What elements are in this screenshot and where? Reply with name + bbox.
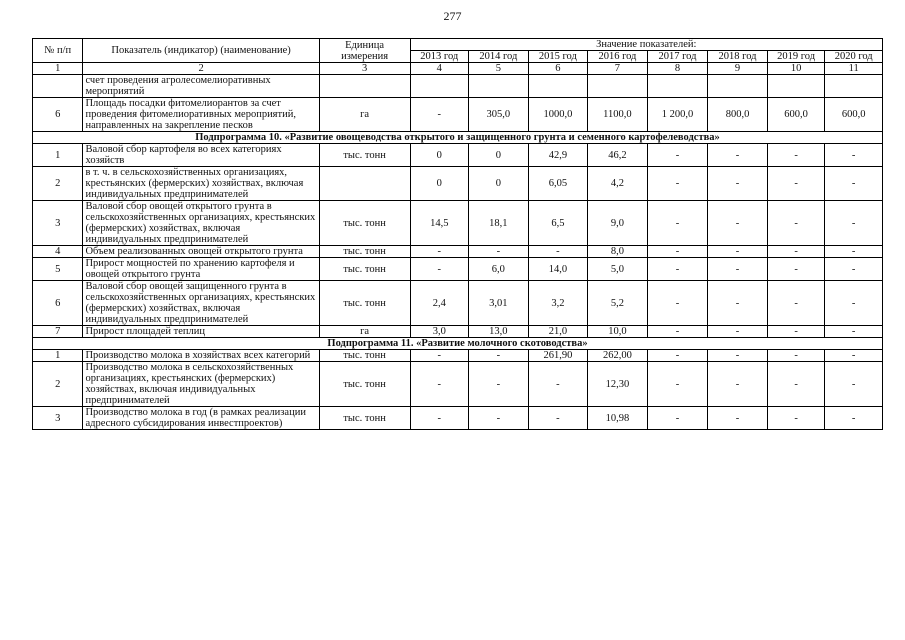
value-cell: - <box>410 246 469 258</box>
column-numbers-row <box>33 63 883 75</box>
value-cell: - <box>528 246 588 258</box>
row-number: 2 <box>33 362 83 407</box>
indicators-table <box>32 38 883 430</box>
year-header: 2020 год <box>825 51 883 63</box>
value-cell: - <box>647 246 708 258</box>
value-cell: - <box>528 407 588 430</box>
year-header: 2019 год <box>767 51 825 63</box>
column-number: 1 <box>33 63 83 75</box>
value-cell: - <box>825 246 883 258</box>
indicator-name: Прирост площадей теплиц <box>83 326 319 338</box>
unit-header: Единица измерения <box>319 39 410 63</box>
table-row <box>33 350 883 362</box>
value-cell: - <box>410 407 469 430</box>
table-row <box>33 326 883 338</box>
value-cell: - <box>708 144 768 167</box>
value-cell: 3,01 <box>469 281 529 326</box>
value-cell: 800,0 <box>708 98 768 132</box>
num-header: № п/п <box>33 39 83 63</box>
value-cell: 0 <box>410 167 469 201</box>
table-row <box>33 167 883 201</box>
value-cell: - <box>647 407 708 430</box>
indicator-name: счет проведения агролесомелиоративных мероприятий <box>83 75 319 98</box>
value-cell: - <box>647 350 708 362</box>
year-header: 2014 год <box>469 51 529 63</box>
unit-cell: тыс. тонн <box>319 144 410 167</box>
value-cell: 4,2 <box>588 167 648 201</box>
unit-cell: тыс. тонн <box>319 258 410 281</box>
value-cell: - <box>410 98 469 132</box>
value-cell: 8,0 <box>588 246 648 258</box>
row-number: 4 <box>33 246 83 258</box>
indicator-name: Валовой сбор овощей открытого грунта в сельскохозяйственных организациях, крестьянских (фермерских) хозяйствах, включая индивидуальных предпринимателей <box>83 201 319 246</box>
value-cell: - <box>767 362 825 407</box>
value-cell: - <box>767 258 825 281</box>
section-heading: Подпрограмма 11. «Развитие молочного скотоводства» <box>33 338 883 350</box>
value-cell: - <box>708 167 768 201</box>
indicator-name: Производство молока в хозяйствах всех категорий <box>83 350 319 362</box>
table-row <box>33 362 883 407</box>
value-cell: 0 <box>469 167 529 201</box>
page-number: 277 <box>443 9 462 23</box>
row-number: 7 <box>33 326 83 338</box>
unit-cell: тыс. тонн <box>319 350 410 362</box>
value-cell: 10,0 <box>588 326 648 338</box>
indicator-name: Производство молока в год (в рамках реализации адресного субсидирования инвестпроектов) <box>83 407 319 430</box>
indicator-name: Валовой сбор овощей защищенного грунта в сельскохозяйственных организациях, крестьянских (фермерских) хозяйствах, включая индивидуальных предпринимателей <box>83 281 319 326</box>
value-cell: - <box>708 350 768 362</box>
value-cell: 10,98 <box>588 407 648 430</box>
value-cell: 0 <box>469 144 529 167</box>
value-cell <box>588 75 648 98</box>
value-cell <box>767 75 825 98</box>
table-row <box>33 98 883 132</box>
value-cell: 6,0 <box>469 258 529 281</box>
row-number <box>33 75 83 98</box>
value-cell: - <box>767 326 825 338</box>
value-cell: - <box>469 350 529 362</box>
column-number: 3 <box>319 63 410 75</box>
value-cell: 12,30 <box>588 362 648 407</box>
values-header: Значение показателей: <box>410 39 882 51</box>
value-cell: - <box>708 407 768 430</box>
value-cell: - <box>767 144 825 167</box>
value-cell: 14,0 <box>528 258 588 281</box>
value-cell: 305,0 <box>469 98 529 132</box>
value-cell: - <box>469 407 529 430</box>
value-cell: - <box>647 326 708 338</box>
table-row <box>33 201 883 246</box>
year-header: 2015 год <box>528 51 588 63</box>
row-number: 1 <box>33 144 83 167</box>
indicator-name: Прирост мощностей по хранению картофеля и овощей открытого грунта <box>83 258 319 281</box>
unit-cell: тыс. тонн <box>319 201 410 246</box>
value-cell: 46,2 <box>588 144 648 167</box>
value-cell: - <box>647 281 708 326</box>
value-cell: - <box>767 350 825 362</box>
value-cell: 42,9 <box>528 144 588 167</box>
value-cell: - <box>708 201 768 246</box>
row-number: 1 <box>33 350 83 362</box>
unit-cell: га <box>319 326 410 338</box>
value-cell: - <box>410 258 469 281</box>
indicator-name: в т. ч. в сельскохозяйственных организациях, крестьянских (фермерских) хозяйствах, включая индивидуальных предпринимателей <box>83 167 319 201</box>
year-header: 2017 год <box>647 51 708 63</box>
column-number: 8 <box>647 63 708 75</box>
unit-cell <box>319 75 410 98</box>
unit-cell: га <box>319 98 410 132</box>
value-cell <box>410 75 469 98</box>
rows-group-b <box>33 144 883 338</box>
value-cell: - <box>825 281 883 326</box>
value-cell: - <box>825 258 883 281</box>
row-number: 2 <box>33 167 83 201</box>
section-11-group <box>33 338 883 350</box>
row-number: 3 <box>33 201 83 246</box>
value-cell: 1 200,0 <box>647 98 708 132</box>
value-cell: - <box>825 350 883 362</box>
indicator-name: Площадь посадки фитомелиорантов за счет проведения фитомелиоративных мероприятий, направленных на закрепление песков <box>83 98 319 132</box>
table-row <box>33 281 883 326</box>
table-row <box>33 75 883 98</box>
value-cell: 262,00 <box>588 350 648 362</box>
year-header: 2018 год <box>708 51 768 63</box>
column-number: 2 <box>83 63 319 75</box>
value-cell: - <box>767 201 825 246</box>
indicator-name: Объем реализованных овощей открытого грунта <box>83 246 319 258</box>
table-row <box>33 144 883 167</box>
column-number: 11 <box>825 63 883 75</box>
value-cell <box>469 75 529 98</box>
value-cell: - <box>767 407 825 430</box>
value-cell: - <box>767 167 825 201</box>
value-cell: - <box>647 258 708 281</box>
column-number: 10 <box>767 63 825 75</box>
value-cell: - <box>825 201 883 246</box>
value-cell: - <box>647 144 708 167</box>
unit-cell: тыс. тонн <box>319 362 410 407</box>
value-cell: 3,0 <box>410 326 469 338</box>
value-cell: 5,2 <box>588 281 648 326</box>
value-cell: - <box>708 258 768 281</box>
value-cell: 18,1 <box>469 201 529 246</box>
value-cell: - <box>410 362 469 407</box>
year-header: 2016 год <box>588 51 648 63</box>
value-cell: - <box>825 326 883 338</box>
value-cell: 600,0 <box>825 98 883 132</box>
table-row <box>33 258 883 281</box>
column-number: 4 <box>410 63 469 75</box>
value-cell: - <box>708 362 768 407</box>
value-cell: - <box>528 362 588 407</box>
value-cell: - <box>825 407 883 430</box>
section-heading: Подпрограмма 10. «Развитие овощеводства открытого и защищенного грунта и семенного картофелеводства» <box>33 132 883 144</box>
row-number: 5 <box>33 258 83 281</box>
value-cell: 6,05 <box>528 167 588 201</box>
value-cell: - <box>410 350 469 362</box>
value-cell: 6,5 <box>528 201 588 246</box>
rows-group-c <box>33 350 883 430</box>
unit-cell: тыс. тонн <box>319 281 410 326</box>
unit-cell: тыс. тонн <box>319 246 410 258</box>
value-cell <box>708 75 768 98</box>
value-cell: - <box>767 281 825 326</box>
value-cell: 1100,0 <box>588 98 648 132</box>
value-cell: 5,0 <box>588 258 648 281</box>
section-10-group <box>33 132 883 144</box>
value-cell: - <box>469 362 529 407</box>
value-cell: 14,5 <box>410 201 469 246</box>
value-cell: 13,0 <box>469 326 529 338</box>
table-row <box>33 246 883 258</box>
value-cell: - <box>825 144 883 167</box>
row-number: 3 <box>33 407 83 430</box>
value-cell: 21,0 <box>528 326 588 338</box>
indicator-header: Показатель (индикатор) (наименование) <box>83 39 319 63</box>
unit-cell <box>319 167 410 201</box>
value-cell <box>647 75 708 98</box>
value-cell: - <box>708 281 768 326</box>
value-cell: 2,4 <box>410 281 469 326</box>
value-cell: - <box>825 362 883 407</box>
value-cell: 261,90 <box>528 350 588 362</box>
column-number: 9 <box>708 63 768 75</box>
value-cell: - <box>708 326 768 338</box>
unit-cell: тыс. тонн <box>319 407 410 430</box>
value-cell: 600,0 <box>767 98 825 132</box>
value-cell: - <box>708 246 768 258</box>
row-number: 6 <box>33 281 83 326</box>
column-number: 6 <box>528 63 588 75</box>
table-row <box>33 407 883 430</box>
value-cell: - <box>647 201 708 246</box>
column-number: 7 <box>588 63 648 75</box>
value-cell <box>528 75 588 98</box>
indicator-name: Валовой сбор картофеля во всех категориях хозяйств <box>83 144 319 167</box>
value-cell: - <box>469 246 529 258</box>
rows-group-a <box>33 75 883 132</box>
value-cell: - <box>767 246 825 258</box>
value-cell: - <box>825 167 883 201</box>
value-cell: 9,0 <box>588 201 648 246</box>
year-header: 2013 год <box>410 51 469 63</box>
column-number: 5 <box>469 63 529 75</box>
header-row-1 <box>33 39 883 51</box>
value-cell: 1000,0 <box>528 98 588 132</box>
value-cell: - <box>647 362 708 407</box>
value-cell: 0 <box>410 144 469 167</box>
indicator-name: Производство молока в сельскохозяйственных организациях, крестьянских (фермерских) хозяйствах, включая индивидуальных предпринимателей <box>83 362 319 407</box>
value-cell: 3,2 <box>528 281 588 326</box>
row-number: 6 <box>33 98 83 132</box>
value-cell <box>825 75 883 98</box>
value-cell: - <box>647 167 708 201</box>
